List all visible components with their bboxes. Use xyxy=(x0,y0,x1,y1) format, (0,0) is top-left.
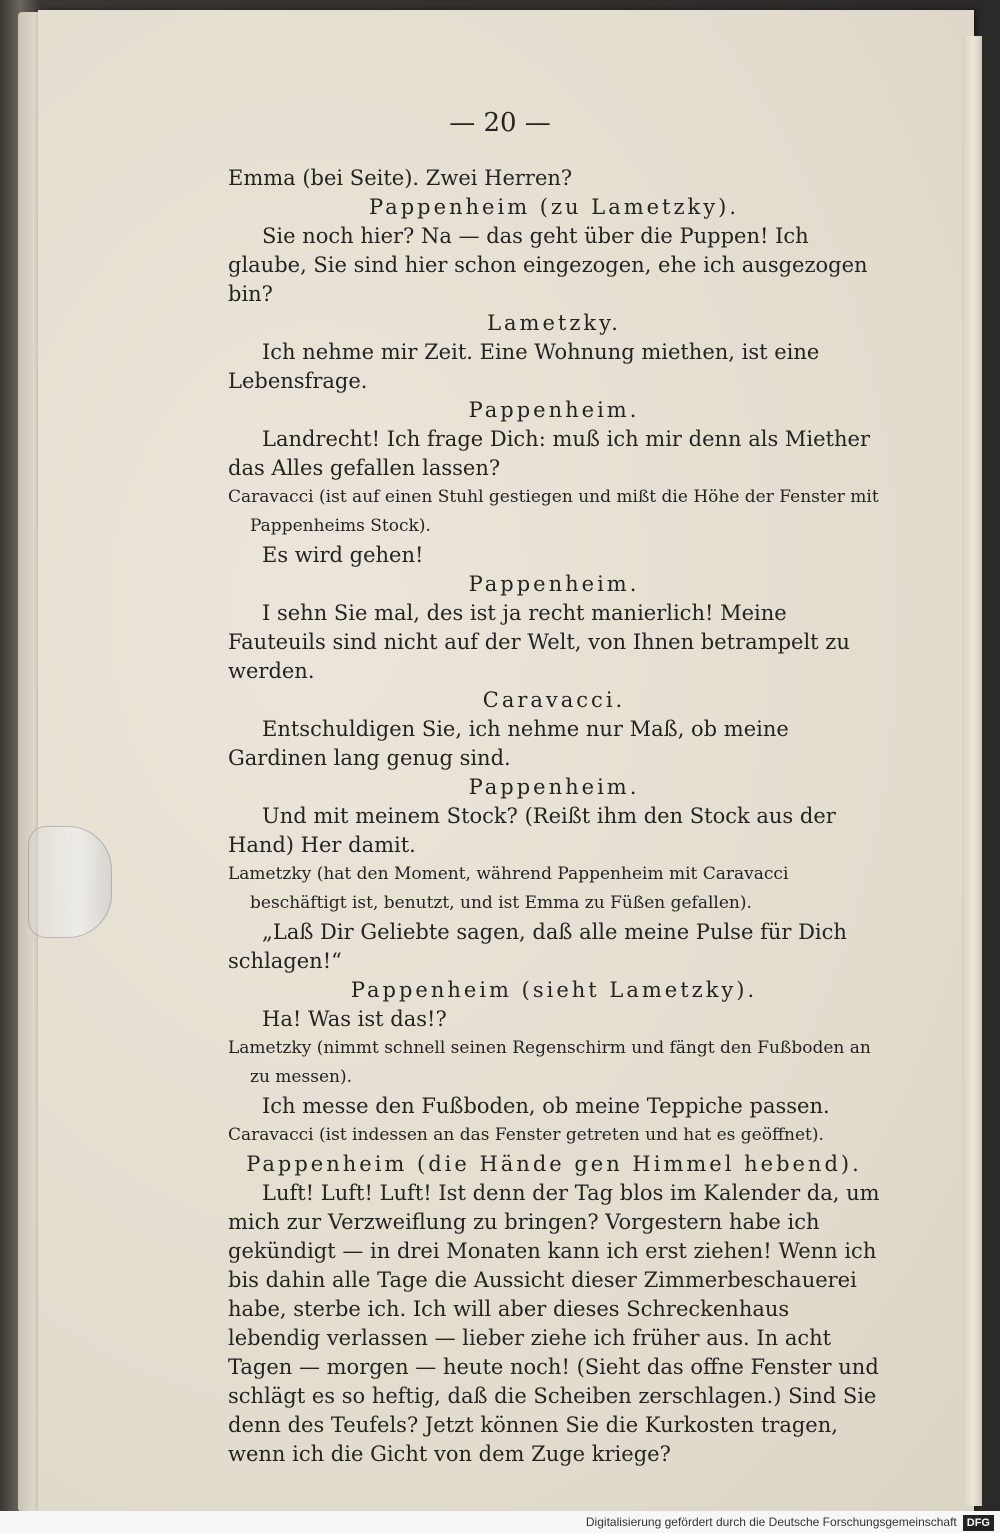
stage-direction-line: Caravacci (ist indessen an das Fenster getreten und hat es geöffnet). xyxy=(228,1125,824,1145)
page-holder-clip xyxy=(28,826,112,938)
dialogue-paragraph: Und mit meinem Stock? (Reißt ihm den Stock aus der Hand) Her damit. xyxy=(228,804,836,857)
dialogue-paragraph: I sehn Sie mal, des ist ja recht manierlich! Meine Fauteuils sind nicht auf der Welt, von Ihnen betrampelt zu werden. xyxy=(228,601,850,683)
speaker-heading: Pappenheim. xyxy=(468,572,640,596)
speaker-heading: Pappenheim (die Hände gen Himmel hebend). xyxy=(246,1152,862,1176)
speaker-heading: Pappenheim. xyxy=(468,398,640,422)
dialogue-paragraph: Ha! Was ist das!? xyxy=(262,1007,447,1031)
dialogue-paragraph: „Laß Dir Geliebte sagen, daß alle meine Pulse für Dich schlagen!“ xyxy=(228,920,847,973)
speaker-heading: Pappenheim. xyxy=(468,775,640,799)
speaker-heading: Lametzky. xyxy=(487,311,621,335)
dialogue-paragraph: Entschuldigen Sie, ich nehme nur Maß, ob meine Gardinen lang genug sind. xyxy=(228,717,789,770)
speaker-heading: Caravacci. xyxy=(482,688,626,712)
dialogue-paragraph: Luft! Luft! Luft! Ist denn der Tag blos im Kalender da, um mich zur Verzweiflung zu bringen? Vorgestern habe ich gekündigt — in drei Monaten kann ich erst ziehen! Wenn ich bis dahin alle Tage die Aussicht dieser Zimmerbeschauerei habe, sterbe ich. Ich will aber dieses Schreckenhaus lebendig verlassen — lieber ziehe ich früher aus. In acht Tagen — morgen — heute noch! (Sieht das offne Fenster und schlägt es so heftig, daß die Scheiben zerschlagen.) Sind Sie denn des Teufels? Jetzt können Sie die Kurkosten tragen, wenn ich die Gicht von dem Zuge kriege? xyxy=(228,1181,880,1466)
stage-direction-line: Lametzky (nimmt schnell seinen Regenschirm und fängt den Fußboden an zu messen). xyxy=(228,1038,871,1087)
footer-credit: Digitalisierung gefördert durch die Deutsche Forschungsgemeinschaft xyxy=(585,1515,957,1529)
stage-direction-line: Lametzky (hat den Moment, während Pappenheim mit Caravacci beschäftigt ist, benutzt, und ist Emma zu Füßen gefallen). xyxy=(228,864,789,913)
dialogue-paragraph: Es wird gehen! xyxy=(262,543,424,567)
stage-direction-line: Emma (bei Seite). Zwei Herren? xyxy=(228,166,573,190)
stage-direction-line: Caravacci (ist auf einen Stuhl gestiegen und mißt die Höhe der Fenster mit Pappenheims Stock). xyxy=(228,487,879,536)
dialogue-paragraph: Ich nehme mir Zeit. Eine Wohnung miethen, ist eine Lebensfrage. xyxy=(228,340,820,393)
dialogue-paragraph: Ich messe den Fußboden, ob meine Teppiche passen. xyxy=(262,1094,830,1118)
dialogue-paragraph: Landrecht! Ich frage Dich: muß ich mir denn als Miether das Alles gefallen lassen? xyxy=(228,427,870,480)
page-number: — 20 — xyxy=(449,108,551,138)
speaker-heading: Pappenheim (sieht Lametzky). xyxy=(350,978,758,1002)
dfg-logo: DFG xyxy=(963,1515,994,1531)
page-text xyxy=(228,164,880,1469)
footer-bar xyxy=(0,1511,1000,1533)
dialogue-paragraph: Sie noch hier? Na — das geht über die Puppen! Ich glaube, Sie sind hier schon eingezogen, ehe ich ausgezogen bin? xyxy=(228,224,868,306)
next-page-edge xyxy=(962,36,982,1506)
speaker-heading: Pappenheim (zu Lametzky). xyxy=(368,195,740,219)
